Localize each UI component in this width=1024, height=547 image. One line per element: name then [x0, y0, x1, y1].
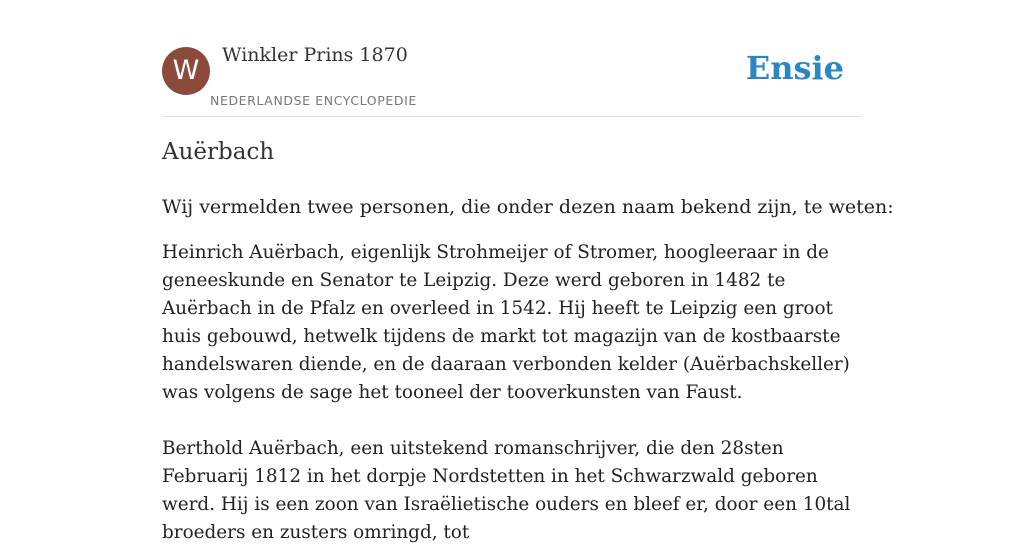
ensie-logo[interactable]: Ensie — [745, 49, 844, 87]
source-header — [162, 0, 862, 117]
article-paragraph: Heinrich Auërbach, eigenlijk Strohmeijer of Stromer, hoogleeraar in de geneeskunde en Senator te Leipzig. Deze werd geboren in 1482 te Auërbach in de Pfalz en overleed in 1542. Hij heeft te Leipzig een groot huis gebouwd, hetwelk tijdens de markt tot magazijn van de kostbaarste handelswaren diende, en de daaraan verbonden kelder (Auërbachskeller) was volgens de sage het tooneel der tooverkunsten van Faust. — [162, 242, 850, 403]
article-intro: Wij vermelden twee personen, die onder dezen naam bekend zijn, te weten: — [162, 196, 894, 218]
source-title[interactable]: Winkler Prins 1870 — [222, 44, 408, 66]
source-avatar[interactable]: W — [162, 47, 210, 95]
page — [162, 0, 894, 543]
article-title: Auërbach — [162, 139, 275, 165]
article-paragraph: Berthold Auërbach, een uitstekend romanschrijver, die den 28sten Februarij 1812 in het dorpje Nordstetten in het Schwarzwald geboren werd. Hij is een zoon van Israëlietische ouders en bleef er, door een 10tal broeders en zusters omringd, tot — [162, 438, 851, 543]
source-subtitle: NEDERLANDSE ENCYCLOPEDIE — [210, 93, 417, 108]
